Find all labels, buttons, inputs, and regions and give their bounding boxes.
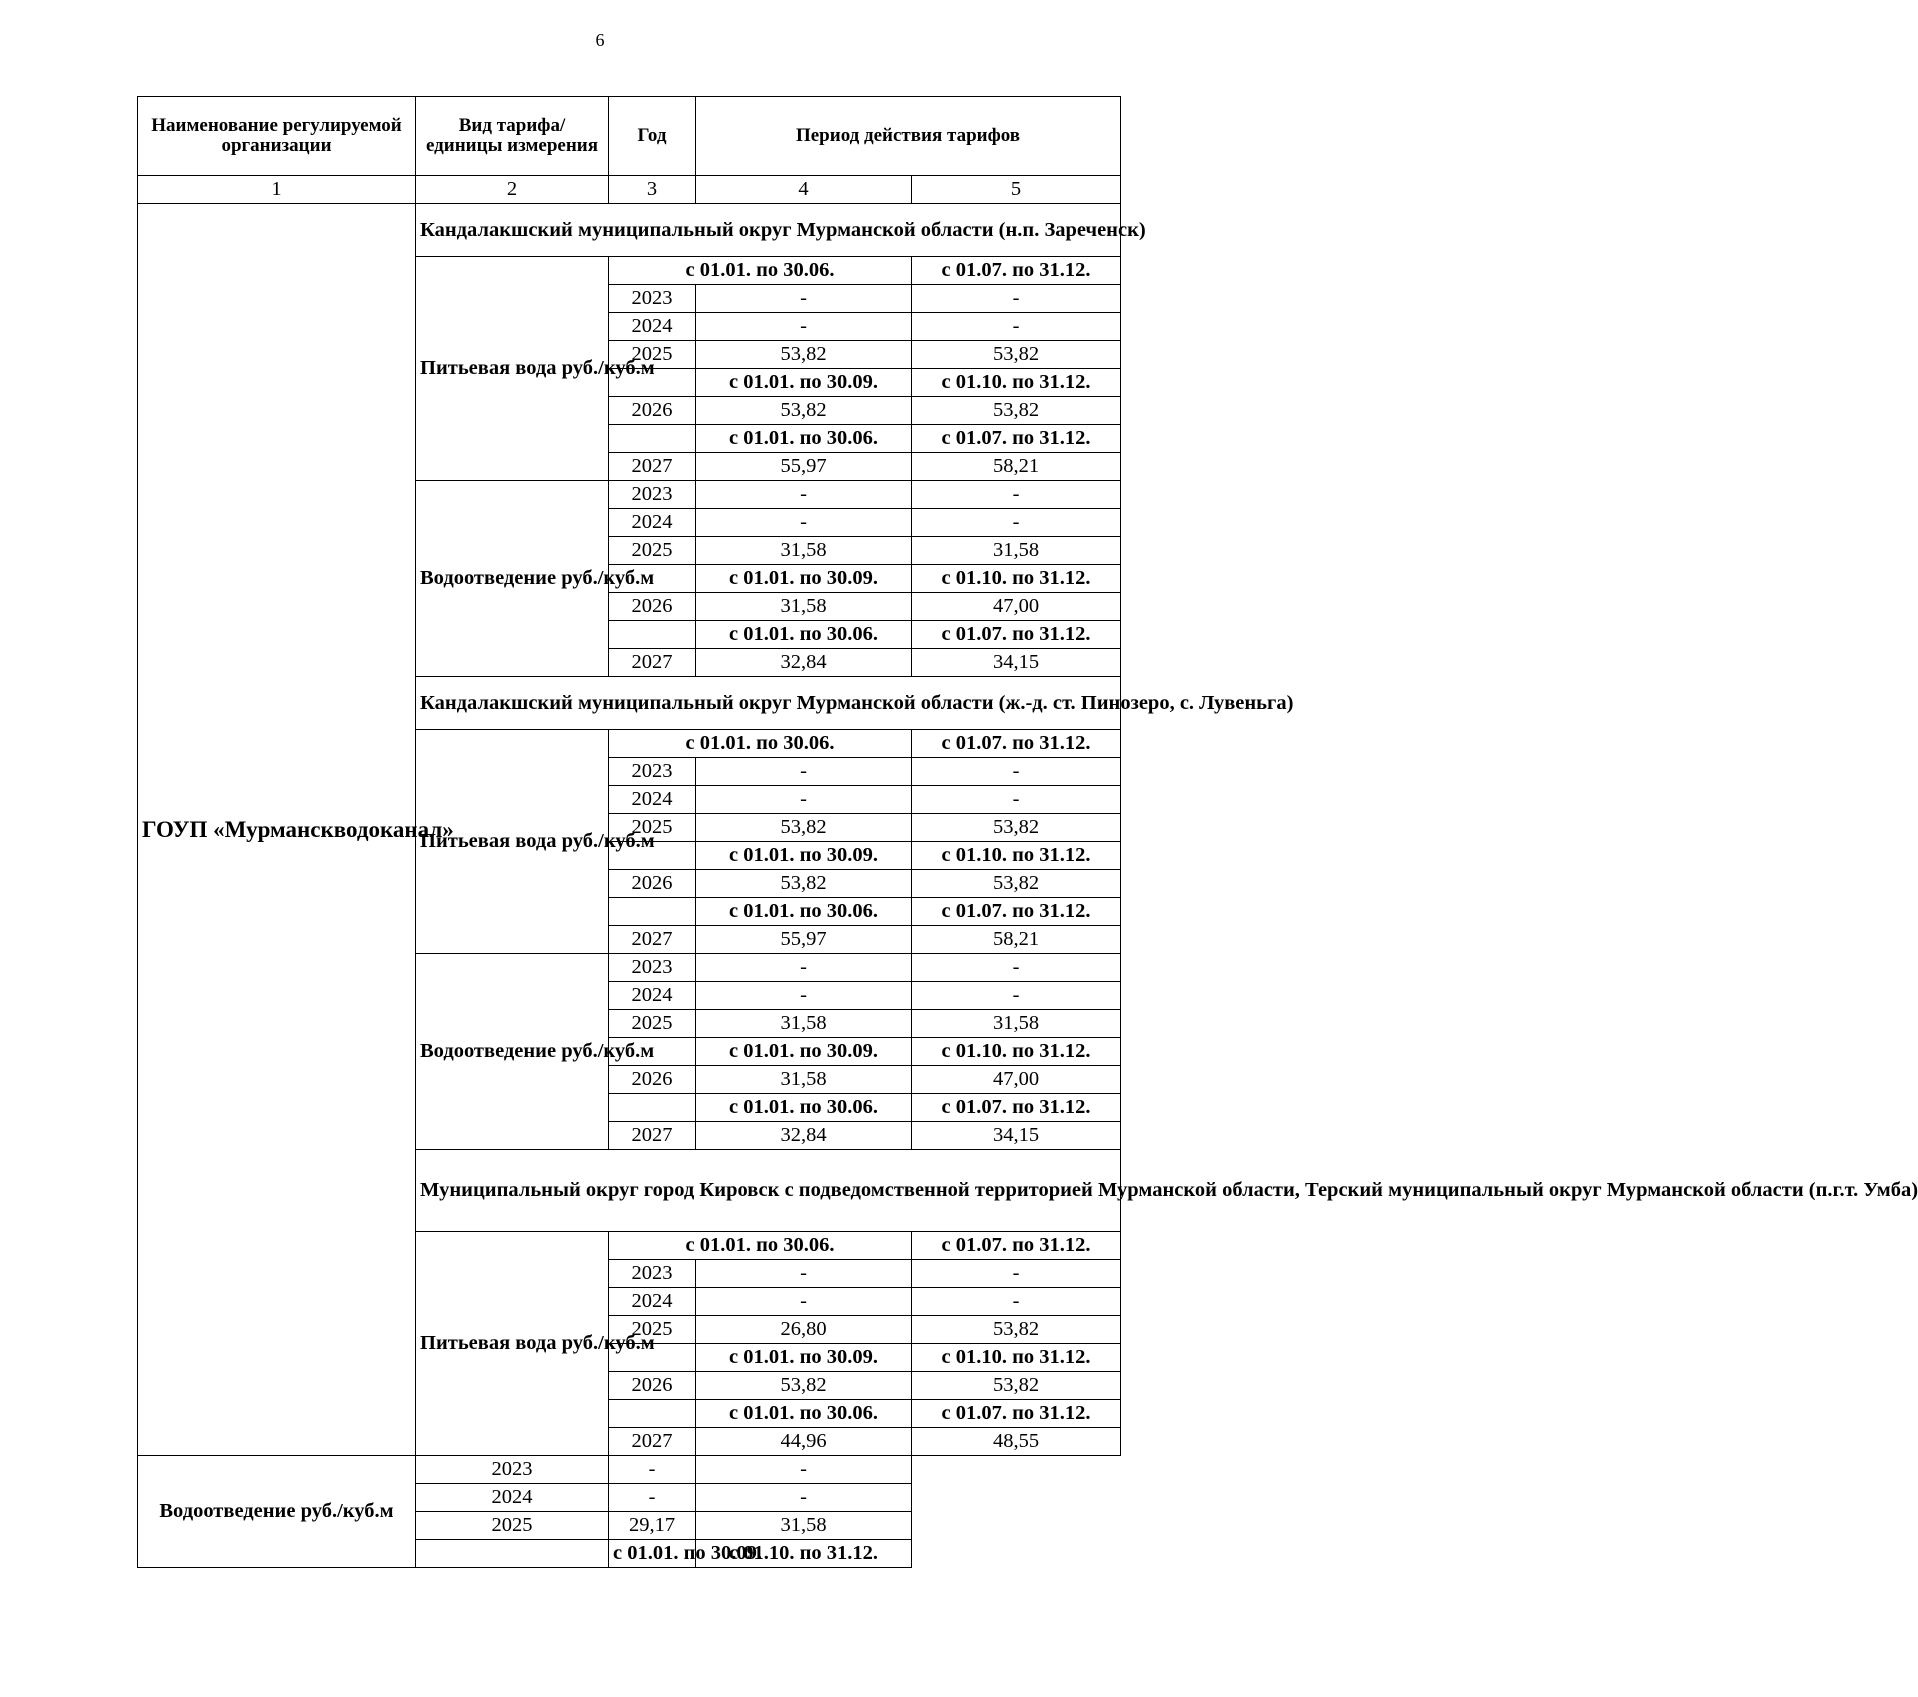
value-cell: 53,82	[912, 341, 1121, 369]
period-label: с 01.01. по 30.09.	[696, 369, 912, 397]
period-label: с 01.07. по 31.12.	[912, 1094, 1121, 1122]
value-cell: -	[912, 1260, 1121, 1288]
value-cell: -	[696, 1456, 912, 1484]
value-cell: 55,97	[696, 453, 912, 481]
period-label: с 01.01. по 30.09.	[696, 565, 912, 593]
value-cell: 47,00	[912, 593, 1121, 621]
value-cell: 31,58	[696, 1066, 912, 1094]
period-label: с 01.01. по 30.06.	[609, 257, 912, 285]
year-cell: 2027	[609, 649, 696, 677]
header-year: Год	[609, 97, 696, 176]
table-header-row	[138, 97, 1121, 176]
period-label: с 01.10. по 31.12.	[912, 1038, 1121, 1066]
year-cell: 2027	[609, 926, 696, 954]
value-cell: -	[696, 758, 912, 786]
year-cell: 2023	[609, 285, 696, 313]
value-cell: -	[696, 509, 912, 537]
year-cell	[609, 1094, 696, 1122]
service-label: Водоотведение руб./куб.м	[416, 954, 609, 1150]
service-label: Питьевая вода руб./куб.м	[416, 257, 609, 481]
period-label: с 01.01. по 30.06.	[609, 1232, 912, 1260]
value-cell: -	[609, 1484, 696, 1512]
service-label: Питьевая вода руб./куб.м	[416, 730, 609, 954]
value-cell: -	[912, 954, 1121, 982]
service-label: Питьевая вода руб./куб.м	[416, 1232, 609, 1456]
value-cell: 31,58	[912, 1010, 1121, 1038]
value-cell: -	[696, 313, 912, 341]
value-cell: 31,58	[912, 537, 1121, 565]
header-org: Наименование регулируемой организации	[138, 97, 416, 176]
year-cell: 2024	[609, 509, 696, 537]
value-cell: -	[912, 481, 1121, 509]
period-label: с 01.01. по 30.09.	[696, 1344, 912, 1372]
value-cell: -	[696, 786, 912, 814]
year-cell: 2024	[609, 786, 696, 814]
year-cell: 2025	[609, 537, 696, 565]
period-label: с 01.10. по 31.12.	[696, 1540, 912, 1568]
period-label: с 01.01. по 30.06.	[696, 425, 912, 453]
value-cell: -	[696, 954, 912, 982]
value-cell: 34,15	[912, 1122, 1121, 1150]
year-cell: 2027	[609, 1122, 696, 1150]
period-label: с 01.07. по 31.12.	[912, 898, 1121, 926]
value-cell: 31,58	[696, 1010, 912, 1038]
value-cell: 44,96	[696, 1428, 912, 1456]
tariff-table	[137, 96, 1918, 1568]
period-label: с 01.01. по 30.09.	[696, 842, 912, 870]
region-row	[138, 204, 1121, 257]
value-cell: 58,21	[912, 453, 1121, 481]
period-label: с 01.07. по 31.12.	[912, 1232, 1121, 1260]
page-number: 6	[595, 30, 605, 50]
column-numbers-row	[138, 176, 1121, 204]
year-cell: 2023	[609, 758, 696, 786]
period-label: с 01.07. по 31.12.	[912, 257, 1121, 285]
column-number: 2	[416, 176, 609, 204]
year-cell: 2026	[609, 1372, 696, 1400]
header-tariff-type: Вид тарифа/ единицы измерения	[416, 97, 609, 176]
service-label: Водоотведение руб./куб.м	[416, 481, 609, 677]
period-label: с 01.10. по 31.12.	[912, 842, 1121, 870]
year-cell: 2025	[609, 814, 696, 842]
year-cell: 2026	[609, 870, 696, 898]
region-title: Муниципальный округ город Кировск с подведомственной территорией Мурманской области, Терский муниципальный округ Мурманской области (п.г.т. Умба)	[416, 1150, 1121, 1232]
year-cell	[609, 898, 696, 926]
service-label: Водоотведение руб./куб.м	[138, 1456, 416, 1568]
period-label: с 01.01. по 30.06.	[609, 730, 912, 758]
value-cell: 47,00	[912, 1066, 1121, 1094]
value-cell: -	[912, 786, 1121, 814]
region-title: Кандалакшский муниципальный округ Мурманской области (ж.-д. ст. Пинозеро, с. Лувеньга)	[416, 677, 1121, 730]
value-cell: -	[696, 1484, 912, 1512]
value-cell: -	[696, 1288, 912, 1316]
year-cell	[416, 1540, 609, 1568]
year-cell: 2023	[609, 481, 696, 509]
value-cell: -	[696, 982, 912, 1010]
value-cell: -	[912, 313, 1121, 341]
value-cell: -	[696, 285, 912, 313]
period-label: с 01.01. по 30.09.	[696, 1038, 912, 1066]
year-cell: 2023	[609, 954, 696, 982]
value-cell: -	[912, 758, 1121, 786]
value-cell: -	[912, 982, 1121, 1010]
value-cell: 31,58	[696, 537, 912, 565]
year-cell: 2027	[609, 453, 696, 481]
year-cell: 2023	[416, 1456, 609, 1484]
year-cell: 2024	[609, 982, 696, 1010]
period-label: с 01.10. по 31.12.	[912, 1344, 1121, 1372]
value-cell: 53,82	[912, 397, 1121, 425]
value-cell: 32,84	[696, 649, 912, 677]
year-cell: 2025	[416, 1512, 609, 1540]
column-number: 4	[696, 176, 912, 204]
value-cell: 53,82	[912, 814, 1121, 842]
year-cell: 2024	[416, 1484, 609, 1512]
year-cell	[609, 621, 696, 649]
value-cell: 26,80	[696, 1316, 912, 1344]
year-cell	[609, 425, 696, 453]
value-cell: -	[696, 481, 912, 509]
period-label: с 01.07. по 31.12.	[912, 1400, 1121, 1428]
period-label: с 01.01. по 30.06.	[696, 898, 912, 926]
value-cell: 58,21	[912, 926, 1121, 954]
period-label: с 01.01. по 30.09.	[609, 1540, 696, 1568]
period-label: с 01.07. по 31.12.	[912, 730, 1121, 758]
value-cell: -	[696, 1260, 912, 1288]
period-label: с 01.10. по 31.12.	[912, 369, 1121, 397]
year-cell: 2023	[609, 1260, 696, 1288]
value-cell: -	[912, 1288, 1121, 1316]
value-cell: 53,82	[696, 1372, 912, 1400]
period-label: с 01.01. по 30.06.	[696, 1400, 912, 1428]
column-number: 3	[609, 176, 696, 204]
year-cell: 2025	[609, 1316, 696, 1344]
year-cell: 2027	[609, 1428, 696, 1456]
region-title: Кандалакшский муниципальный округ Мурманской области (н.п. Зареченск)	[416, 204, 1121, 257]
year-cell: 2025	[609, 1010, 696, 1038]
value-cell: 34,15	[912, 649, 1121, 677]
table-row	[138, 1456, 1121, 1484]
column-number: 5	[912, 176, 1121, 204]
value-cell: -	[912, 509, 1121, 537]
year-cell: 2024	[609, 1288, 696, 1316]
column-number: 1	[138, 176, 416, 204]
value-cell: 32,84	[696, 1122, 912, 1150]
year-cell	[609, 1400, 696, 1428]
year-cell: 2026	[609, 593, 696, 621]
value-cell: 48,55	[912, 1428, 1121, 1456]
value-cell: 53,82	[912, 1372, 1121, 1400]
period-label: с 01.01. по 30.06.	[696, 1094, 912, 1122]
value-cell: 31,58	[696, 593, 912, 621]
year-cell: 2024	[609, 313, 696, 341]
value-cell: 53,82	[696, 341, 912, 369]
organization-name: ГОУП «Мурманскводоканал»	[138, 204, 416, 1456]
value-cell: -	[609, 1456, 696, 1484]
value-cell: 53,82	[912, 1316, 1121, 1344]
year-cell: 2026	[609, 1066, 696, 1094]
period-label: с 01.07. по 31.12.	[912, 425, 1121, 453]
value-cell: 55,97	[696, 926, 912, 954]
value-cell: 53,82	[696, 397, 912, 425]
value-cell: 53,82	[912, 870, 1121, 898]
value-cell: 29,17	[609, 1512, 696, 1540]
period-label: с 01.01. по 30.06.	[696, 621, 912, 649]
value-cell: 53,82	[696, 814, 912, 842]
year-cell: 2026	[609, 397, 696, 425]
period-label: с 01.10. по 31.12.	[912, 565, 1121, 593]
period-label: с 01.07. по 31.12.	[912, 621, 1121, 649]
value-cell: 53,82	[696, 870, 912, 898]
year-cell: 2025	[609, 341, 696, 369]
header-period: Период действия тарифов	[696, 97, 1121, 176]
value-cell: 31,58	[696, 1512, 912, 1540]
value-cell: -	[912, 285, 1121, 313]
